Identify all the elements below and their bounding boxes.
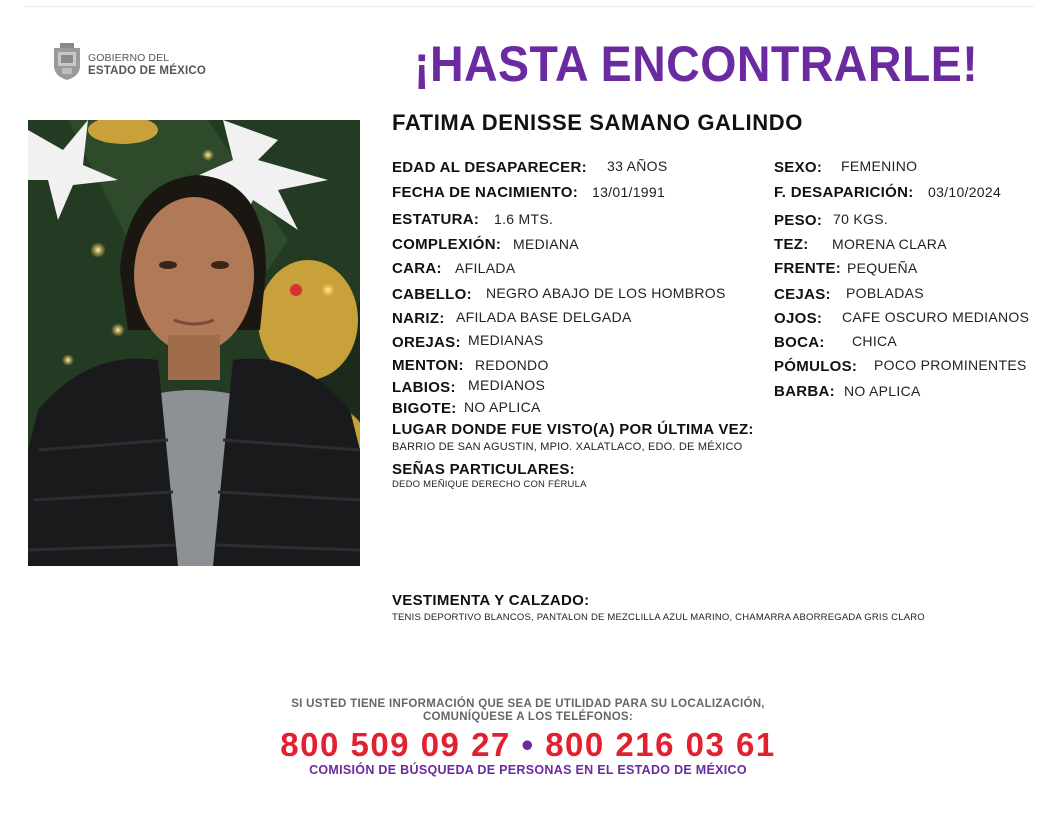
- beard-value: NO APLICA: [844, 383, 921, 399]
- beard-label: BARBA:: [774, 383, 835, 400]
- cheekbones-label: PÓMULOS:: [774, 358, 858, 375]
- sex-value: FEMENINO: [841, 158, 918, 174]
- mouth-label: BOCA:: [774, 334, 825, 351]
- cheekbones-value: POCO PROMINENTES: [874, 357, 1027, 373]
- phone-number-1[interactable]: 800 509 09 27: [280, 726, 511, 763]
- complexion-label: TEZ:: [774, 236, 809, 253]
- disappearance-date-value: 03/10/2024: [928, 184, 1002, 200]
- forehead-value: PEQUEÑA: [847, 260, 918, 276]
- mouth-value: CHICA: [852, 333, 898, 349]
- age-label: EDAD AL DESAPARECER:: [392, 159, 587, 176]
- birthdate-label: FECHA DE NACIMIENTO:: [392, 184, 578, 201]
- forehead-label: FRENTE:: [774, 260, 842, 277]
- clothing-label: VESTIMENTA Y CALZADO:: [392, 592, 590, 609]
- commission-name: COMISIÓN DE BÚSQUEDA DE PERSONAS EN EL ESTADO DE MÉXICO: [309, 763, 747, 777]
- complexion-value: MORENA CLARA: [832, 236, 947, 252]
- headline: ¡HASTA ENCONTRARLE!: [414, 36, 979, 92]
- logo-line-1: GOBIERNO DEL: [88, 52, 170, 64]
- mustache-label: BIGOTE:: [392, 400, 457, 417]
- eyes-label: OJOS:: [774, 310, 823, 327]
- lips-value: MEDIANOS: [468, 377, 546, 393]
- person-name: FATIMA DENISSE SAMANO GALINDO: [392, 110, 803, 135]
- contact-note-line-2: COMUNÍQUESE A LOS TELÉFONOS:: [422, 711, 634, 723]
- disappearance-date-label: F. DESAPARICIÓN:: [774, 184, 914, 201]
- clothing-value: TENIS DEPORTIVO BLANCOS, PANTALON DE MEZCLILLA AZUL MARINO, CHAMARRA ABORREGADA GRIS CLARO: [392, 612, 925, 623]
- age-value: 33 AÑOS: [607, 158, 668, 174]
- distinguishing-marks-label: SEÑAS PARTICULARES:: [392, 461, 575, 478]
- last-seen-label: LUGAR DONDE FUE VISTO(A) POR ÚLTIMA VEZ:: [392, 421, 754, 438]
- eyebrows-value: POBLADAS: [846, 285, 924, 301]
- face-label: CARA:: [392, 260, 442, 277]
- phone-separator: •: [521, 726, 535, 763]
- height-value: 1.6 MTS.: [494, 211, 554, 227]
- chin-value: REDONDO: [475, 357, 549, 373]
- nose-value: AFILADA BASE DELGADA: [456, 309, 632, 325]
- logo-line-2: ESTADO DE MÉXICO: [88, 65, 206, 77]
- ears-value: MEDIANAS: [468, 332, 544, 348]
- build-label: COMPLEXIÓN:: [392, 236, 502, 253]
- government-logo: [50, 42, 210, 86]
- nose-label: NARIZ:: [392, 310, 445, 327]
- contact-note-line-1: SI USTED TIENE INFORMACIÓN QUE SEA DE UTILIDAD PARA SU LOCALIZACIÓN,: [291, 698, 765, 710]
- phone-number-2[interactable]: 800 216 03 61: [545, 726, 776, 763]
- person-photo: [28, 120, 360, 566]
- state-crest-icon: [50, 42, 84, 82]
- mustache-value: NO APLICA: [464, 399, 541, 415]
- hair-label: CABELLO:: [392, 286, 472, 303]
- eyebrows-label: CEJAS:: [774, 286, 831, 303]
- weight-value: 70 KGS.: [833, 211, 889, 227]
- hair-value: NEGRO ABAJO DE LOS HOMBROS: [486, 285, 726, 301]
- distinguishing-marks-value: DEDO MEÑIQUE DERECHO CON FÉRULA: [392, 479, 587, 490]
- sex-label: SEXO:: [774, 159, 823, 176]
- last-seen-value: BARRIO DE SAN AGUSTIN, MPIO. XALATLACO, EDO. DE MÉXICO: [392, 441, 743, 453]
- build-value: MEDIANA: [513, 236, 579, 252]
- lips-label: LABIOS:: [392, 379, 456, 396]
- eyes-value: CAFE OSCURO MEDIANOS: [842, 309, 1030, 325]
- phone-numbers: [0, 726, 1056, 764]
- birthdate-value: 13/01/1991: [592, 184, 666, 200]
- chin-label: MENTON:: [392, 357, 464, 374]
- ears-label: OREJAS:: [392, 334, 461, 351]
- top-divider: [24, 6, 1034, 7]
- face-value: AFILADA: [455, 260, 516, 276]
- height-label: ESTATURA:: [392, 211, 480, 228]
- weight-label: PESO:: [774, 212, 823, 229]
